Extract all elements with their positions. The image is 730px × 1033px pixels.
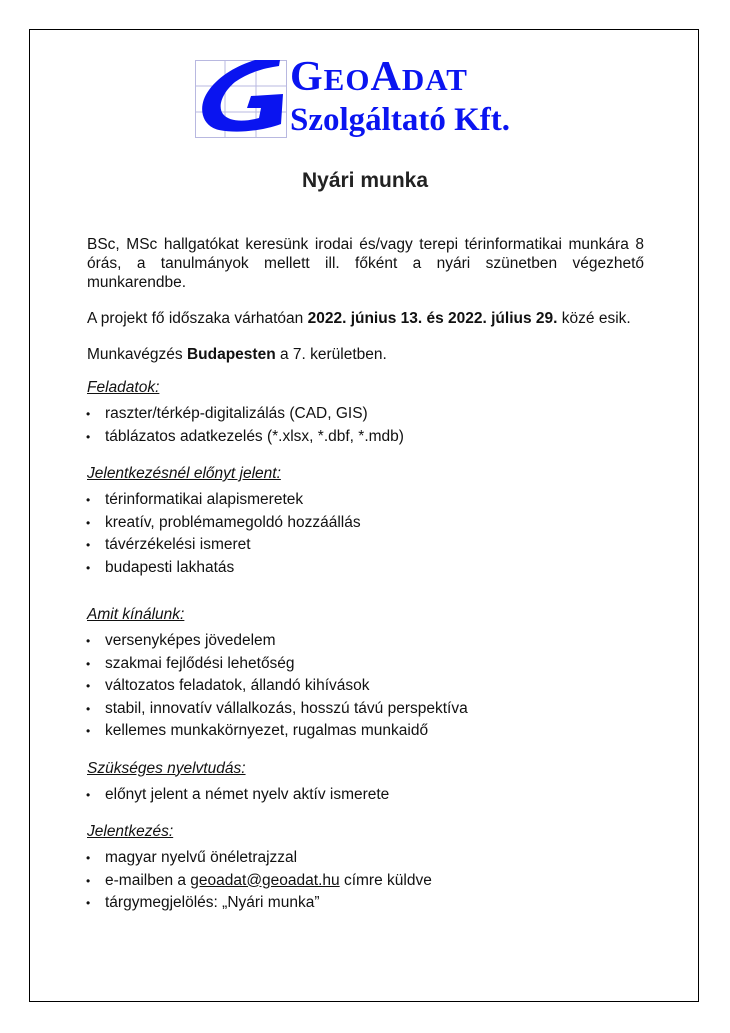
location-prefix: Munkavégzés: [87, 346, 187, 363]
intro-paragraph: BSc, MSc hallgatókat keresünk irodai és/vagy terepi térinformatikai munkára 8 órás, a tanulmányok mellett ill. főként a nyári szünetben végezhető munkarendbe.: [87, 236, 644, 291]
document-body: [87, 235, 644, 915]
list-item: [87, 698, 644, 721]
company-logo: [195, 52, 535, 144]
list-item: [87, 720, 644, 743]
list-item: [87, 892, 644, 915]
period-suffix: közé esik.: [557, 310, 631, 327]
section-advantages: [87, 464, 644, 579]
bullet-icon: •: [86, 515, 91, 530]
logo-letter: G: [290, 54, 324, 100]
section-title: Jelentkezés:: [87, 823, 174, 840]
period-dates: 2022. június 13. és 2022. július 29.: [307, 310, 558, 327]
bullet-icon: •: [86, 656, 91, 671]
logo-g-grid-icon: [195, 60, 287, 138]
list-item: [87, 512, 644, 535]
bullet-icon: •: [86, 634, 91, 648]
list-item: [87, 534, 644, 557]
section-title: Szükséges nyelvtudás:: [87, 759, 246, 777]
tasks-list: [87, 403, 644, 448]
list-item: [87, 653, 644, 676]
list-item-text: e-mailben a: [105, 871, 191, 889]
list-item-text: versenyképes jövedelem: [105, 632, 276, 649]
list-item: [87, 630, 644, 653]
list-item-text: táblázatos adatkezelés (*.xlsx, *.dbf, *.mdb): [105, 427, 404, 445]
section-tasks: [87, 378, 644, 448]
offer-list: [87, 630, 644, 743]
section-languages: [87, 759, 644, 807]
list-item-text: távérzékelési ismeret: [105, 536, 251, 553]
section-title: Feladatok:: [87, 379, 160, 396]
list-item-text: raszter/térkép-digitalizálás (CAD, GIS): [105, 405, 368, 422]
bullet-icon: •: [86, 787, 91, 802]
list-item-text: kreatív, problémamegoldó hozzáállás: [105, 513, 361, 531]
advantages-list: [87, 489, 644, 579]
list-item: [87, 489, 644, 512]
list-item-text: kellemes munkakörnyezet, rugalmas munkaidő: [105, 722, 429, 739]
section-offer: [87, 605, 644, 743]
list-item-text: szakmai fejlődési lehetőség: [105, 654, 295, 672]
list-item: [87, 870, 644, 893]
bullet-icon: •: [86, 873, 91, 888]
list-item: [87, 675, 644, 698]
location-city: Budapesten: [186, 346, 276, 363]
list-item: [87, 426, 644, 449]
section-title: Jelentkezésnél előnyt jelent:: [87, 465, 281, 482]
list-item: [87, 847, 644, 870]
period-prefix: A projekt fő időszaka várhatóan: [87, 310, 308, 327]
list-item-text: címre küldve: [339, 871, 432, 889]
logo-letters: DAT: [401, 62, 468, 97]
list-item: [87, 403, 644, 426]
bullet-icon: •: [86, 679, 91, 693]
list-item: [87, 784, 644, 807]
bullet-icon: •: [86, 701, 91, 716]
list-item-text: előnyt jelent a német nyelv aktív ismerete: [105, 785, 390, 803]
logo-letters: EO: [323, 62, 371, 97]
list-item: [87, 557, 644, 580]
bullet-icon: •: [86, 851, 91, 865]
period-paragraph: [87, 309, 644, 328]
bullet-icon: •: [86, 724, 91, 738]
location-suffix: a 7. kerületben.: [275, 346, 387, 363]
logo-company-name: [290, 56, 510, 101]
bullet-icon: •: [86, 493, 91, 507]
location-paragraph: [87, 345, 644, 364]
email-link[interactable]: geoadat@geoadat.hu: [190, 871, 340, 889]
bullet-icon: •: [86, 896, 91, 910]
page-title: Nyári munka: [301, 169, 429, 192]
logo-letter: A: [370, 54, 402, 100]
list-item-text: budapesti lakhatás: [105, 558, 235, 576]
list-item-text: magyar nyelvű önéletrajzzal: [105, 849, 298, 866]
section-application: [87, 822, 644, 915]
list-item-text: változatos feladatok, állandó kihívások: [105, 677, 370, 694]
list-item-text: tárgymegjelölés: „Nyári munka”: [105, 894, 320, 911]
list-item-text: stabil, innovatív vállalkozás, hosszú távú perspektíva: [105, 699, 468, 717]
bullet-icon: •: [86, 407, 91, 421]
bullet-icon: •: [86, 429, 91, 444]
bullet-icon: •: [86, 538, 91, 552]
list-item-text: térinformatikai alapismeretek: [105, 491, 304, 508]
logo-subtitle: Szolgáltató Kft.: [290, 102, 510, 138]
languages-list: [87, 784, 644, 807]
bullet-icon: •: [86, 560, 91, 575]
section-title: Amit kínálunk:: [87, 606, 185, 623]
application-list: [87, 847, 644, 915]
